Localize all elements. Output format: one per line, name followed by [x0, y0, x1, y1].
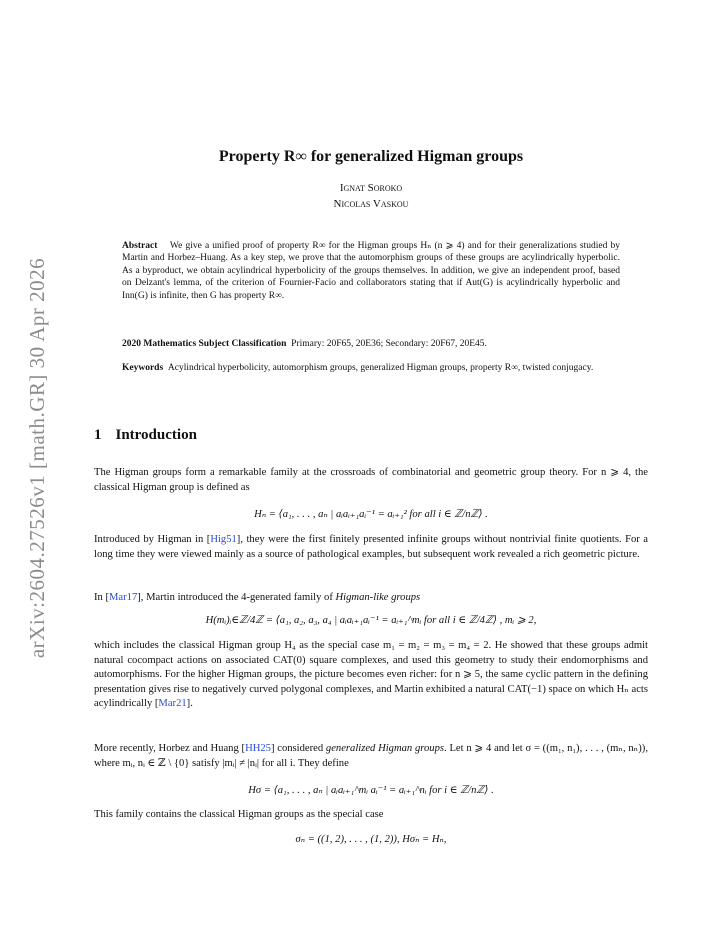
equation-higman: Hₙ = ⟨a₁, . . . , aₙ | aᵢaᵢ₊₁aᵢ⁻¹ = aᵢ₊₁² for all i ∈ ℤ/nℤ⟩ . — [254, 509, 488, 520]
p5-mid: ] considered — [270, 743, 326, 754]
msc-text: Primary: 20F65, 20E36; Secondary: 20F67, 20E45. — [291, 339, 487, 349]
p2-before: Introduced by Higman in [ — [94, 534, 211, 545]
citation-hig51[interactable]: Hig51 — [210, 534, 237, 545]
section-title: Introduction — [115, 427, 197, 443]
abstract — [122, 240, 620, 302]
p3-after: ], Martin introduced the 4-generated family of — [137, 592, 336, 603]
p3-italic: Higman-like groups — [335, 592, 421, 603]
keywords-label: Keywords — [122, 363, 164, 373]
p4-before: which includes the classical Higman group H₄ as the special case m₁ = m₂ = m₃ = m₄ = 2. He showed that these groups admit natural cocompact actions on associated CAT(0) square complexes, and used this geometry to study their endomorphisms and automorphisms. For the higher Higman groups, the picture becomes even richer: for n ⩾ 5, the same cyclic pattern in the defining presentation gives rise to negatively curved polygonal complexes, and Martin exhibited a natural CAT(−1) space on which Hₙ acts acylindrically [ — [94, 640, 648, 710]
paragraph-2 — [94, 533, 648, 562]
author-2: Nicolas Vaskou — [333, 198, 409, 210]
equation-special-case: σₙ = ((1, 2), . . . , (1, 2)), Hσₙ = Hₙ, — [295, 834, 447, 845]
equation-higman-like: H(mᵢ)ᵢ∈ℤ/4ℤ = ⟨a₁, a₂, a₃, a₄ | aᵢaᵢ₊₁aᵢ⁻¹ = aᵢ₊₁^mᵢ for all i ∈ ℤ/4ℤ⟩ , mᵢ ⩾ 2, — [205, 615, 537, 626]
p2-after: ], they were the first finitely presented infinite groups without nontrivial finite quotients. For a long time they were viewed mainly as a source of pathological examples, but subsequent work revealed a rich geometric picture. — [94, 534, 648, 560]
msc-label: 2020 Mathematics Subject Classification — [122, 339, 287, 349]
p3-before: In [ — [94, 592, 110, 603]
arxiv-identifier: arXiv:2604.27526v1 [math.GR] 30 Apr 2026 — [25, 257, 49, 659]
abstract-label: Abstract — [122, 241, 158, 251]
paragraph-1: The Higman groups form a remarkable family at the crossroads of combinatorial and geometric group theory. For n ⩾ 4, the classical Higman group is defined as — [94, 467, 648, 493]
section-heading — [94, 427, 197, 444]
abstract-text: We give a unified proof of property R∞ for the Higman groups Hₙ (n ⩾ 4) and for their generalizations studied by Martin and Horbez–Huang. As a key step, we prove that the automorphism groups of these groups are acylindrically hyperbolic. As a byproduct, we obtain acylindrical hyperbolicity of the groups themselves. In addition, we give an independent proof, based on Delzant's lemma, of the criterion of Fournier-Facio and collaborators stating that if Aut(G) is acylindrically hyperbolic and Inn(G) is infinite, then G has property R∞. — [122, 241, 620, 301]
equation-generalized: Hσ = ⟨a₁, . . . , aₙ | aᵢaᵢ₊₁^mᵢ aᵢ⁻¹ = aᵢ₊₁^nᵢ for i ∈ ℤ/nℤ⟩ . — [248, 785, 494, 796]
citation-mar21[interactable]: Mar21 — [158, 698, 187, 710]
msc — [122, 338, 620, 350]
arxiv-sidebar — [22, 248, 52, 668]
section-number: 1 — [94, 427, 102, 443]
p5-italic: generalized Higman groups — [325, 743, 445, 754]
keywords — [122, 362, 620, 374]
citation-hh25[interactable]: HH25 — [245, 743, 271, 754]
paragraph-6: This family contains the classical Higman groups as the special case — [94, 809, 384, 820]
paragraph-5 — [94, 742, 648, 771]
p4-after: ]. — [186, 698, 193, 710]
p5-before: More recently, Horbez and Huang [ — [94, 743, 246, 754]
paper-title: Property R∞ for generalized Higman groups — [218, 148, 524, 165]
author-1: Ignat Soroko — [339, 182, 403, 194]
paragraph-4 — [94, 639, 648, 712]
keywords-text: Acylindrical hyperbolicity, automorphism groups, generalized Higman groups, property R∞, twisted conjugacy. — [167, 363, 594, 373]
p5-after: . Let n ⩾ 4 and let σ = ((m₁, n₁), . . . , (mₙ, nₙ)), where mᵢ, nᵢ ∈ ℤ \ {0} satisfy |mᵢ| ≠ |nᵢ| for all i. They define — [94, 743, 648, 769]
citation-mar17[interactable]: Mar17 — [109, 592, 138, 603]
paragraph-3 — [94, 591, 648, 606]
